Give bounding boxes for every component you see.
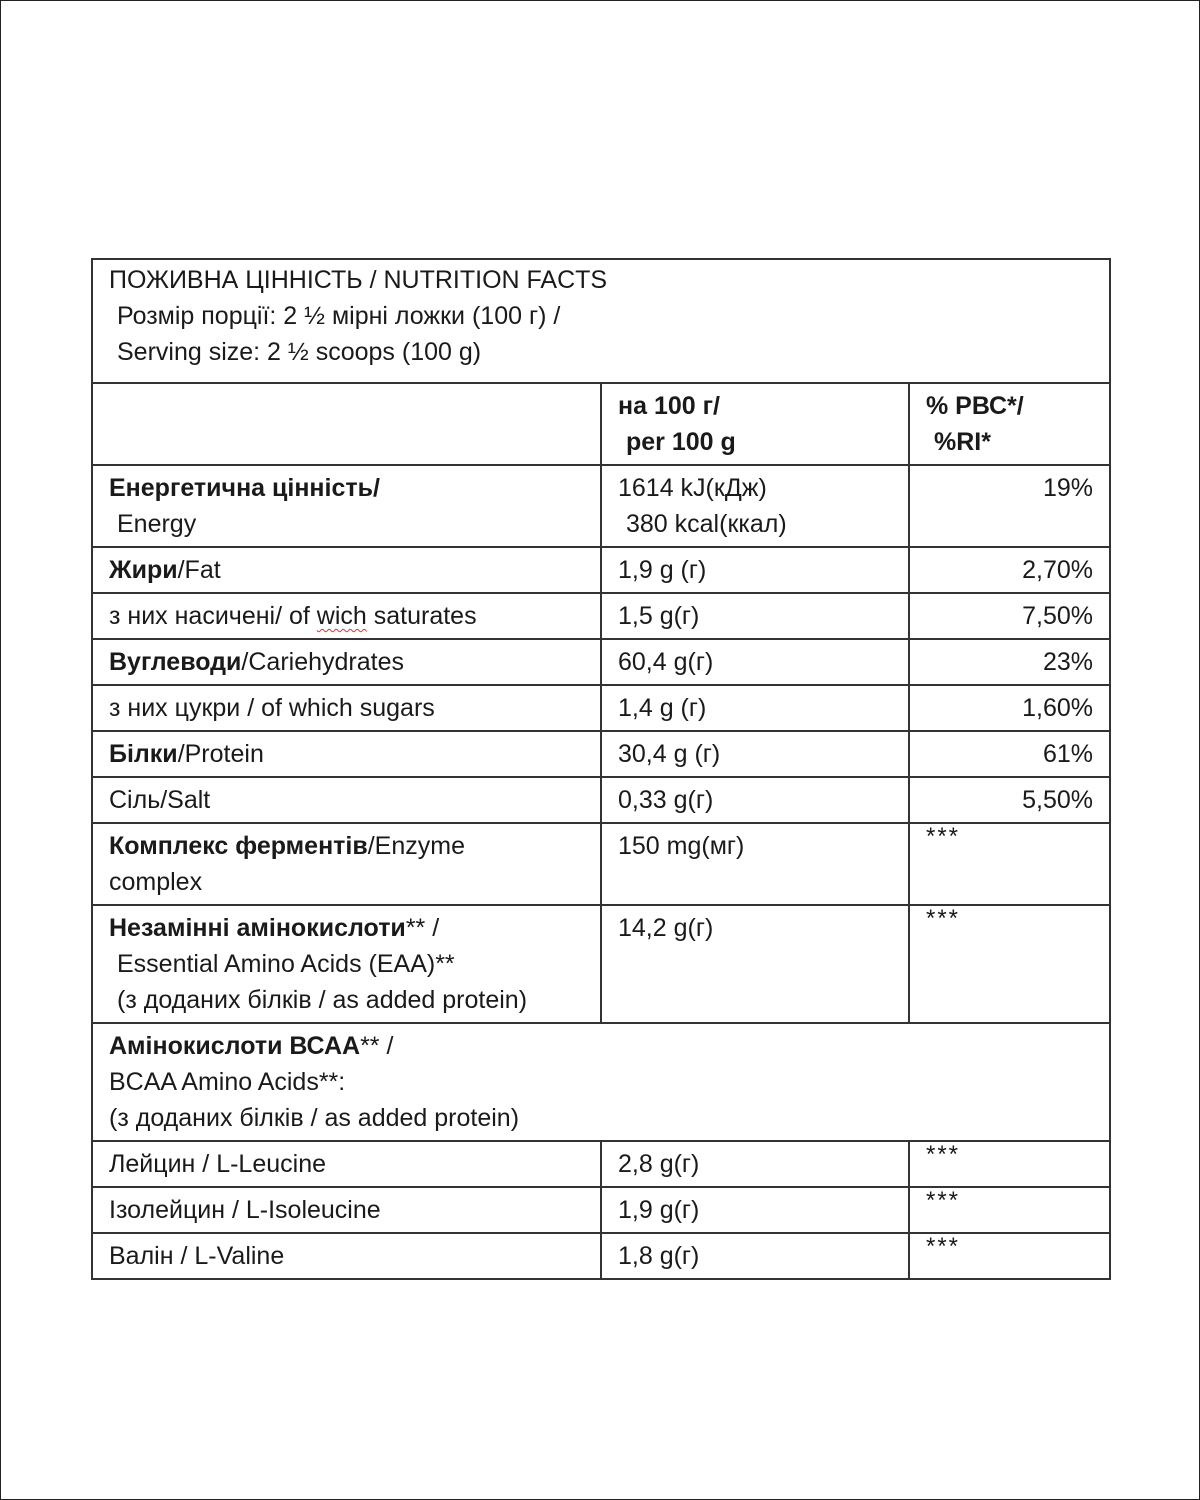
eaa-label-suffix: ** / xyxy=(405,914,440,942)
ri-stars: *** xyxy=(926,823,961,850)
nutrient-label: з них цукри / of which sugars xyxy=(92,685,601,731)
table-row-leucine xyxy=(92,1141,1110,1187)
eaa-label-note: (з доданих білків / as added protein) xyxy=(117,986,528,1014)
table-row-saturates xyxy=(92,593,1110,639)
ri-stars: *** xyxy=(926,1187,961,1214)
title-cell xyxy=(92,259,1110,383)
table-row-carbohydrates xyxy=(92,639,1110,685)
nutrient-label xyxy=(92,731,601,777)
per-100-header xyxy=(601,383,909,465)
table-row-protein xyxy=(92,731,1110,777)
nutrient-label: Сіль/Salt xyxy=(92,777,601,823)
nutrient-ri xyxy=(909,1187,1110,1233)
table-row-bcaa-header xyxy=(92,1023,1110,1141)
ri-stars: *** xyxy=(926,905,961,932)
nutrient-value xyxy=(601,465,909,547)
ri-stars: *** xyxy=(926,1233,961,1260)
protein-label-en: /Protein xyxy=(177,740,264,768)
column-header-row xyxy=(92,383,1110,465)
enzyme-label-en: /Enzyme xyxy=(367,832,465,860)
nutrient-label xyxy=(92,465,601,547)
nutrient-ri xyxy=(909,823,1110,905)
nutrient-value: 150 mg(мг) xyxy=(601,823,909,905)
table-row-energy xyxy=(92,465,1110,547)
table-row-salt xyxy=(92,777,1110,823)
energy-label-ua: Енергетична цінність/ xyxy=(109,474,380,502)
ri-header-en: %RI* xyxy=(934,428,991,456)
nutrient-label: Ізолейцин / L-Isoleucine xyxy=(92,1187,601,1233)
nutrient-ri xyxy=(909,1141,1110,1187)
per-100-header-en: per 100 g xyxy=(626,428,736,456)
bcaa-label-en: BCAA Amino Acids**: xyxy=(109,1068,346,1096)
nutrient-label xyxy=(92,639,601,685)
spellcheck-underline: wich xyxy=(316,602,367,630)
nutrient-value: 30,4 g (г) xyxy=(601,731,909,777)
nutrient-value: 1,9 g(г) xyxy=(601,1187,909,1233)
nutrient-ri: 5,50% xyxy=(909,777,1110,823)
nutrient-ri: 19% xyxy=(909,465,1110,547)
ri-stars: *** xyxy=(926,1141,961,1168)
energy-label-en: Energy xyxy=(117,510,197,538)
carbs-label-ua: Вуглеводи xyxy=(109,648,242,676)
nutrient-label xyxy=(92,823,601,905)
enzyme-label-ua: Комплекс ферментів xyxy=(109,832,368,860)
nutrient-value: 60,4 g(г) xyxy=(601,639,909,685)
nutrient-ri: 61% xyxy=(909,731,1110,777)
nutrient-ri: 1,60% xyxy=(909,685,1110,731)
eaa-label-ua: Незамінні амінокислоти xyxy=(109,914,406,942)
nutrient-value: 1,4 g (г) xyxy=(601,685,909,731)
table-row-valine xyxy=(92,1233,1110,1279)
nutrient-label xyxy=(92,905,601,1023)
nutrient-ri: 7,50% xyxy=(909,593,1110,639)
nutrient-label xyxy=(92,547,601,593)
energy-kj: 1614 kJ(кДж) xyxy=(618,474,767,502)
fat-label-en: /Fat xyxy=(177,556,221,584)
nutrient-value: 0,33 g(г) xyxy=(601,777,909,823)
table-row-fat xyxy=(92,547,1110,593)
energy-kcal: 380 kcal(ккал) xyxy=(626,510,787,538)
eaa-label-en: Essential Amino Acids (EAA)** xyxy=(117,950,455,978)
nutrient-label: Валін / L-Valine xyxy=(92,1233,601,1279)
bcaa-label-ua: Амінокислоти ВСАА xyxy=(109,1032,361,1060)
nutrient-value: 14,2 g(г) xyxy=(601,905,909,1023)
nutrient-value: 2,8 g(г) xyxy=(601,1141,909,1187)
table-row-sugars xyxy=(92,685,1110,731)
nutrition-facts-table xyxy=(91,258,1111,1280)
nutrient-label: Лейцин / L-Leucine xyxy=(92,1141,601,1187)
table-title: ПОЖИВНА ЦІННІСТЬ / NUTRITION FACTS xyxy=(109,266,608,294)
enzyme-label-en-2: complex xyxy=(109,868,203,896)
serving-size-ua: Розмір порції: 2 ½ мірні ложки (100 г) / xyxy=(117,302,561,330)
carbs-label-en: /Cariehydrates xyxy=(241,648,404,676)
ri-header xyxy=(909,383,1110,465)
serving-size-en: Serving size: 2 ½ scoops (100 g) xyxy=(117,338,482,366)
title-row xyxy=(92,259,1110,383)
fat-label-ua: Жири xyxy=(109,556,178,584)
nutrient-value: 1,8 g(г) xyxy=(601,1233,909,1279)
bcaa-label xyxy=(92,1023,1110,1141)
table-row-isoleucine xyxy=(92,1187,1110,1233)
nutrient-label xyxy=(92,593,601,639)
table-row-enzyme xyxy=(92,823,1110,905)
saturates-label-post: saturates xyxy=(366,602,477,630)
nutrient-value: 1,5 g(г) xyxy=(601,593,909,639)
nutrient-ri: 2,70% xyxy=(909,547,1110,593)
empty-header-cell xyxy=(92,383,601,465)
protein-label-ua: Білки xyxy=(109,740,178,768)
bcaa-label-suffix: ** / xyxy=(360,1032,394,1060)
ri-header-ua: % РВС*/ xyxy=(926,392,1024,420)
nutrient-ri: 23% xyxy=(909,639,1110,685)
nutrient-ri xyxy=(909,905,1110,1023)
nutrient-ri xyxy=(909,1233,1110,1279)
bcaa-label-note: (з доданих білків / as added protein) xyxy=(109,1104,520,1132)
nutrient-value: 1,9 g (г) xyxy=(601,547,909,593)
per-100-header-ua: на 100 г/ xyxy=(618,392,720,420)
saturates-label-pre: з них насичені/ of xyxy=(109,602,317,630)
table-row-eaa xyxy=(92,905,1110,1023)
